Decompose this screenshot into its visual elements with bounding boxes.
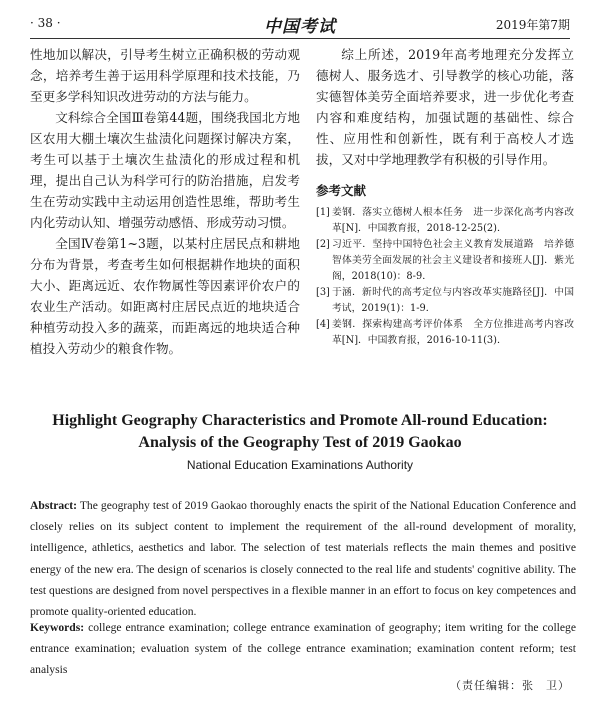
reference-text: 姜钢．落实立德树人根本任务 进一步深化高考内容改革[N]．中国教育报，2018-12-25(2)．	[332, 207, 574, 234]
reference-item	[316, 237, 574, 285]
reference-number: [2]	[316, 239, 330, 250]
reference-text: 习近平．坚持中国特色社会主义教育发展道路 培养德智体美劳全面发展的社会主义建设者和接班人[J]．紫光阁，2018(10)：8-9．	[332, 239, 574, 282]
left-column	[30, 44, 300, 359]
abstract-label: Abstract:	[30, 499, 78, 512]
page-header	[30, 14, 570, 36]
reference-item	[316, 285, 574, 317]
reference-number: [4]	[316, 319, 330, 330]
reference-number: [1]	[316, 207, 330, 218]
body-paragraph: 全国Ⅳ卷第1~3题，以某村庄居民点和耕地分布为背景，考查考生如何根据耕作地块的面积大小、距离远近、农作物属性等因素评价农户的农业生产活动。如距离村庄居民点近的地块适合种植劳动投入多的蔬菜，而距离远的地块适合种植投入劳动少的粮食作物。	[30, 236, 300, 356]
english-title-line-1: Highlight Geography Characteristics and Promote All-round Education:	[52, 412, 548, 429]
page-number: · 38 ·	[30, 16, 61, 30]
reference-number: [3]	[316, 287, 330, 298]
conclusion-paragraph: 综上所述，2019年高考地理充分发挥立德树人、服务选才、引导教学的核心功能，落实德智体美劳全面培养要求，进一步优化考查内容和难度结构，加强试题的基础性、综合性、应用性和创新性，既有利于高校人才选拔，又对中学地理教学有积极的引导作用。	[316, 47, 574, 167]
abstract-text: The geography test of 2019 Gaokao thoroughly enacts the spirit of the National Education Conference and closely relies on its subject content to implement the requirement of the all-round development of morality, intelligence, athletics, aesthetics and labor. The selection of test materials reflects the main themes and positive energy of the new era. The design of scenarios is closely connected to the real life and students' cognitive ability. The test questions are designed from novel perspectives in a flexible manner in an effort to focus on key competences and promote quality-oriented education.	[30, 499, 576, 619]
references-heading: 参考文献	[316, 183, 367, 198]
right-column	[316, 44, 574, 349]
reference-text: 于涵．新时代的高考定位与内容改革实施路径[J]．中国考试，2019(1)：1-9．	[332, 287, 574, 314]
journal-title: 中国考试	[264, 17, 336, 37]
reference-text: 姜钢．探索构建高考评价体系 全方位推进高考内容改革[N]．中国教育报，2016-10-11(3)．	[332, 319, 574, 346]
reference-list	[316, 205, 574, 349]
body-paragraph: 文科综合全国Ⅲ卷第44题，围绕我国北方地区农用大棚土壤次生盐渍化问题探讨解决方案，考生可以基于土壤次生盐渍化的形成过程和机理，提出自己认为科学可行的防治措施，启发考生在劳动实践中主动运用创造性思维，帮助考生内化劳动认知、增强劳动感悟、形成劳动习惯。	[30, 110, 300, 230]
keywords-label: Keywords:	[30, 621, 85, 634]
english-abstract	[30, 495, 576, 622]
header-divider	[30, 38, 570, 39]
english-title-line-2: Analysis of the Geography Test of 2019 Gaokao	[138, 434, 462, 451]
body-paragraph: 性地加以解决，引导考生树立正确积极的劳动观念，培养考生善于运用科学原理和技术技能，乃至更多学科知识改进劳动的方法与能力。	[30, 47, 300, 104]
reference-item	[316, 317, 574, 349]
reference-item	[316, 205, 574, 237]
editor-note: （责任编辑：张 卫）	[450, 679, 570, 692]
english-author: National Education Examinations Authority	[186, 458, 414, 472]
keywords-text: college entrance examination; college entrance examination of geography; item writing for the college entrance examination; evaluation system of the college entrance examination; examination content reform; test analysis	[30, 621, 576, 677]
issue-label: 2019年第7期	[495, 18, 570, 32]
english-keywords	[30, 617, 576, 681]
